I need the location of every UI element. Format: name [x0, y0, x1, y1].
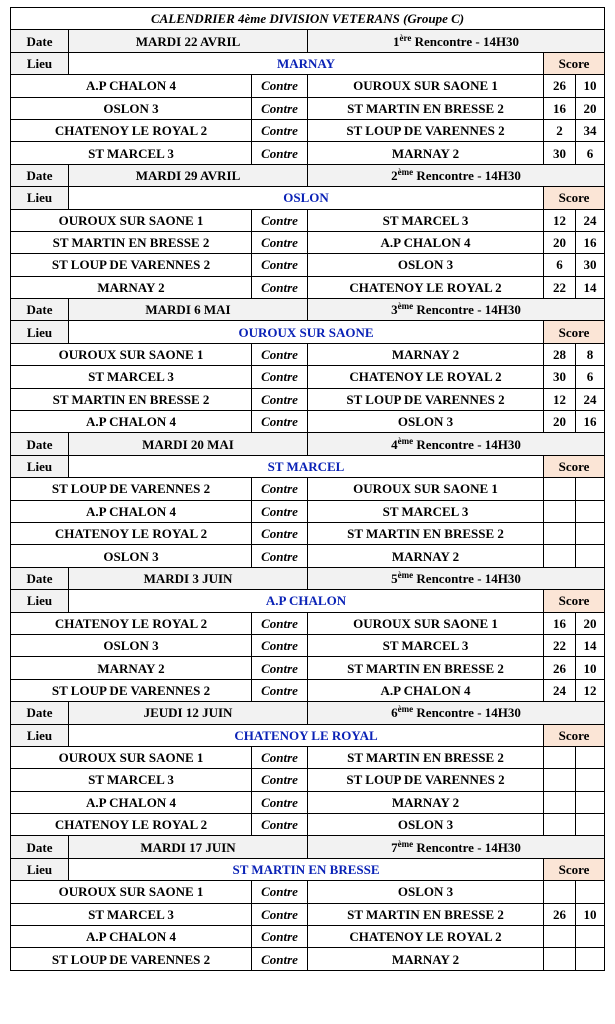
- home-score: 6: [544, 254, 576, 276]
- away-score: [576, 881, 605, 903]
- contre-label: Contre: [252, 903, 308, 925]
- round-date: MARDI 3 JUIN: [69, 567, 308, 589]
- round-number-suffix: ème: [397, 166, 414, 177]
- date-row: [11, 836, 605, 858]
- contre-label: Contre: [252, 276, 308, 298]
- date-row: [11, 299, 605, 321]
- date-label: Date: [11, 30, 69, 52]
- home-team: OSLON 3: [11, 634, 252, 656]
- away-team: A.P CHALON 4: [308, 679, 544, 701]
- away-score: 10: [576, 657, 605, 679]
- date-row: [11, 433, 605, 455]
- home-score: [544, 746, 576, 768]
- date-row: [11, 164, 605, 186]
- home-team: OUROUX SUR SAONE 1: [11, 343, 252, 365]
- away-score: [576, 791, 605, 813]
- round-number-suffix: ème: [397, 435, 414, 446]
- home-score: 22: [544, 634, 576, 656]
- score-header: Score: [544, 321, 605, 343]
- contre-label: Contre: [252, 545, 308, 567]
- away-score: [576, 746, 605, 768]
- round-number: 1: [393, 33, 400, 49]
- score-header: Score: [544, 455, 605, 477]
- home-team: A.P CHALON 4: [11, 926, 252, 948]
- score-header: Score: [544, 724, 605, 746]
- away-score: 6: [576, 366, 605, 388]
- lieu-label: Lieu: [11, 52, 69, 74]
- away-team: MARNAY 2: [308, 948, 544, 970]
- match-row: [11, 903, 605, 925]
- round-number: 5: [391, 570, 398, 586]
- away-score: [576, 478, 605, 500]
- home-team: ST MARCEL 3: [11, 769, 252, 791]
- contre-label: Contre: [252, 948, 308, 970]
- away-team: ST MARTIN EN BRESSE 2: [308, 746, 544, 768]
- contre-label: Contre: [252, 926, 308, 948]
- contre-label: Contre: [252, 612, 308, 634]
- date-label: Date: [11, 702, 69, 724]
- away-score: [576, 500, 605, 522]
- venue-row: [11, 724, 605, 746]
- home-team: CHATENOY LE ROYAL 2: [11, 119, 252, 141]
- venue-name: ST MARCEL: [69, 455, 544, 477]
- match-row: [11, 926, 605, 948]
- away-score: [576, 948, 605, 970]
- away-team: CHATENOY LE ROYAL 2: [308, 926, 544, 948]
- away-score: 6: [576, 142, 605, 164]
- calendar-sheet: [10, 7, 604, 971]
- match-row: [11, 881, 605, 903]
- away-team: OSLON 3: [308, 254, 544, 276]
- match-row: [11, 500, 605, 522]
- away-score: 8: [576, 343, 605, 365]
- away-score: 20: [576, 97, 605, 119]
- date-row: [11, 30, 605, 52]
- away-score: 14: [576, 276, 605, 298]
- away-team: ST MARCEL 3: [308, 209, 544, 231]
- home-team: ST MARTIN EN BRESSE 2: [11, 388, 252, 410]
- contre-label: Contre: [252, 97, 308, 119]
- home-score: 16: [544, 97, 576, 119]
- home-team: ST MARCEL 3: [11, 142, 252, 164]
- match-row: [11, 679, 605, 701]
- home-team: OUROUX SUR SAONE 1: [11, 881, 252, 903]
- home-team: ST LOUP DE VARENNES 2: [11, 478, 252, 500]
- contre-label: Contre: [252, 881, 308, 903]
- match-row: [11, 388, 605, 410]
- match-row: [11, 411, 605, 433]
- lieu-label: Lieu: [11, 187, 69, 209]
- contre-label: Contre: [252, 388, 308, 410]
- away-score: 20: [576, 612, 605, 634]
- round-number-suffix: ème: [397, 704, 414, 715]
- round-number: 7: [391, 839, 398, 855]
- contre-label: Contre: [252, 657, 308, 679]
- away-team: ST MARTIN EN BRESSE 2: [308, 903, 544, 925]
- away-team: ST LOUP DE VARENNES 2: [308, 769, 544, 791]
- score-header: Score: [544, 187, 605, 209]
- venue-row: [11, 187, 605, 209]
- away-team: MARNAY 2: [308, 545, 544, 567]
- home-score: 26: [544, 657, 576, 679]
- home-team: ST MARCEL 3: [11, 366, 252, 388]
- lieu-label: Lieu: [11, 455, 69, 477]
- rencontre-text: Rencontre - 14H30: [416, 839, 521, 855]
- home-score: [544, 948, 576, 970]
- lieu-label: Lieu: [11, 858, 69, 880]
- round-number: 4: [391, 436, 398, 452]
- away-team: ST MARCEL 3: [308, 634, 544, 656]
- round-date: MARDI 22 AVRIL: [69, 30, 308, 52]
- away-team: OSLON 3: [308, 881, 544, 903]
- home-team: A.P CHALON 4: [11, 411, 252, 433]
- round-rencontre: [308, 567, 605, 589]
- home-team: OSLON 3: [11, 97, 252, 119]
- match-row: [11, 276, 605, 298]
- home-score: 16: [544, 612, 576, 634]
- round-date: JEUDI 12 JUIN: [69, 702, 308, 724]
- lieu-label: Lieu: [11, 590, 69, 612]
- home-score: 12: [544, 209, 576, 231]
- home-team: MARNAY 2: [11, 657, 252, 679]
- score-header: Score: [544, 52, 605, 74]
- match-row: [11, 366, 605, 388]
- match-row: [11, 657, 605, 679]
- round-number-suffix: ème: [397, 301, 414, 312]
- home-score: 30: [544, 366, 576, 388]
- venue-row: [11, 455, 605, 477]
- home-score: 12: [544, 388, 576, 410]
- score-header: Score: [544, 858, 605, 880]
- calendar-table: [10, 7, 605, 971]
- away-score: 34: [576, 119, 605, 141]
- round-rencontre: [308, 30, 605, 52]
- contre-label: Contre: [252, 119, 308, 141]
- round-rencontre: [308, 702, 605, 724]
- round-date: MARDI 20 MAI: [69, 433, 308, 455]
- away-team: ST MARCEL 3: [308, 500, 544, 522]
- rencontre-text: Rencontre - 14H30: [416, 570, 521, 586]
- away-team: MARNAY 2: [308, 343, 544, 365]
- match-row: [11, 814, 605, 836]
- contre-label: Contre: [252, 209, 308, 231]
- round-date: MARDI 29 AVRIL: [69, 164, 308, 186]
- home-score: 2: [544, 119, 576, 141]
- round-number: 6: [391, 705, 398, 721]
- rencontre-text: Rencontre - 14H30: [416, 167, 521, 183]
- away-team: OSLON 3: [308, 814, 544, 836]
- home-team: MARNAY 2: [11, 276, 252, 298]
- home-score: [544, 814, 576, 836]
- match-row: [11, 545, 605, 567]
- round-rencontre: [308, 433, 605, 455]
- away-score: 10: [576, 903, 605, 925]
- home-score: [544, 926, 576, 948]
- date-row: [11, 702, 605, 724]
- date-label: Date: [11, 836, 69, 858]
- contre-label: Contre: [252, 231, 308, 253]
- match-row: [11, 948, 605, 970]
- away-score: 12: [576, 679, 605, 701]
- contre-label: Contre: [252, 254, 308, 276]
- away-score: 16: [576, 231, 605, 253]
- match-row: [11, 769, 605, 791]
- away-team: CHATENOY LE ROYAL 2: [308, 276, 544, 298]
- away-score: 10: [576, 75, 605, 97]
- home-team: A.P CHALON 4: [11, 75, 252, 97]
- match-row: [11, 634, 605, 656]
- round-rencontre: [308, 299, 605, 321]
- away-score: 14: [576, 634, 605, 656]
- home-team: CHATENOY LE ROYAL 2: [11, 522, 252, 544]
- contre-label: Contre: [252, 75, 308, 97]
- home-score: 20: [544, 231, 576, 253]
- date-label: Date: [11, 567, 69, 589]
- contre-label: Contre: [252, 769, 308, 791]
- away-team: ST MARTIN EN BRESSE 2: [308, 522, 544, 544]
- venue-row: [11, 52, 605, 74]
- round-rencontre: [308, 164, 605, 186]
- away-score: 24: [576, 388, 605, 410]
- home-score: 30: [544, 142, 576, 164]
- away-team: OUROUX SUR SAONE 1: [308, 75, 544, 97]
- match-row: [11, 791, 605, 813]
- round-number-suffix: ème: [397, 569, 414, 580]
- home-score: 28: [544, 343, 576, 365]
- round-date: MARDI 17 JUIN: [69, 836, 308, 858]
- round-number-suffix: ère: [399, 32, 412, 43]
- away-team: ST MARTIN EN BRESSE 2: [308, 97, 544, 119]
- contre-label: Contre: [252, 679, 308, 701]
- away-team: ST LOUP DE VARENNES 2: [308, 119, 544, 141]
- calendar-body: [11, 8, 605, 971]
- venue-name: A.P CHALON: [69, 590, 544, 612]
- match-row: [11, 142, 605, 164]
- away-team: ST LOUP DE VARENNES 2: [308, 388, 544, 410]
- home-score: [544, 769, 576, 791]
- date-label: Date: [11, 164, 69, 186]
- date-label: Date: [11, 299, 69, 321]
- venue-name: ST MARTIN EN BRESSE: [69, 858, 544, 880]
- away-score: [576, 545, 605, 567]
- home-score: [544, 791, 576, 813]
- away-score: [576, 522, 605, 544]
- home-score: 20: [544, 411, 576, 433]
- round-rencontre: [308, 836, 605, 858]
- venue-row: [11, 590, 605, 612]
- match-row: [11, 209, 605, 231]
- lieu-label: Lieu: [11, 321, 69, 343]
- home-team: A.P CHALON 4: [11, 500, 252, 522]
- away-score: [576, 926, 605, 948]
- contre-label: Contre: [252, 142, 308, 164]
- home-team: ST LOUP DE VARENNES 2: [11, 254, 252, 276]
- score-header: Score: [544, 590, 605, 612]
- contre-label: Contre: [252, 791, 308, 813]
- away-score: 16: [576, 411, 605, 433]
- home-score: [544, 478, 576, 500]
- match-row: [11, 343, 605, 365]
- date-label: Date: [11, 433, 69, 455]
- home-team: OSLON 3: [11, 545, 252, 567]
- round-number: 3: [391, 302, 398, 318]
- away-team: MARNAY 2: [308, 791, 544, 813]
- away-team: MARNAY 2: [308, 142, 544, 164]
- contre-label: Contre: [252, 634, 308, 656]
- home-team: CHATENOY LE ROYAL 2: [11, 814, 252, 836]
- away-team: OSLON 3: [308, 411, 544, 433]
- page-title: CALENDRIER 4ème DIVISION VETERANS (Groupe C): [11, 8, 605, 30]
- contre-label: Contre: [252, 522, 308, 544]
- match-row: [11, 254, 605, 276]
- home-team: CHATENOY LE ROYAL 2: [11, 612, 252, 634]
- contre-label: Contre: [252, 478, 308, 500]
- match-row: [11, 612, 605, 634]
- venue-row: [11, 858, 605, 880]
- home-score: [544, 545, 576, 567]
- rencontre-text: Rencontre - 14H30: [416, 436, 521, 452]
- contre-label: Contre: [252, 366, 308, 388]
- date-row: [11, 567, 605, 589]
- away-score: [576, 814, 605, 836]
- away-team: CHATENOY LE ROYAL 2: [308, 366, 544, 388]
- away-team: OUROUX SUR SAONE 1: [308, 612, 544, 634]
- home-team: A.P CHALON 4: [11, 791, 252, 813]
- rencontre-text: Rencontre - 14H30: [414, 33, 520, 49]
- home-score: [544, 881, 576, 903]
- home-score: [544, 522, 576, 544]
- home-team: ST LOUP DE VARENNES 2: [11, 948, 252, 970]
- venue-name: CHATENOY LE ROYAL: [69, 724, 544, 746]
- home-score: [544, 500, 576, 522]
- match-row: [11, 231, 605, 253]
- venue-name: OSLON: [69, 187, 544, 209]
- away-team: A.P CHALON 4: [308, 231, 544, 253]
- home-team: OUROUX SUR SAONE 1: [11, 209, 252, 231]
- home-team: ST MARCEL 3: [11, 903, 252, 925]
- venue-name: OUROUX SUR SAONE: [69, 321, 544, 343]
- round-number-suffix: ème: [397, 838, 414, 849]
- contre-label: Contre: [252, 411, 308, 433]
- rencontre-text: Rencontre - 14H30: [416, 705, 521, 721]
- lieu-label: Lieu: [11, 724, 69, 746]
- home-score: 22: [544, 276, 576, 298]
- match-row: [11, 478, 605, 500]
- home-team: OUROUX SUR SAONE 1: [11, 746, 252, 768]
- title-row: [11, 8, 605, 30]
- match-row: [11, 119, 605, 141]
- home-score: 26: [544, 903, 576, 925]
- away-team: ST MARTIN EN BRESSE 2: [308, 657, 544, 679]
- away-score: [576, 769, 605, 791]
- round-date: MARDI 6 MAI: [69, 299, 308, 321]
- match-row: [11, 97, 605, 119]
- venue-name: MARNAY: [69, 52, 544, 74]
- rencontre-text: Rencontre - 14H30: [416, 302, 521, 318]
- match-row: [11, 522, 605, 544]
- contre-label: Contre: [252, 814, 308, 836]
- home-score: 26: [544, 75, 576, 97]
- away-team: OUROUX SUR SAONE 1: [308, 478, 544, 500]
- home-score: 24: [544, 679, 576, 701]
- venue-row: [11, 321, 605, 343]
- match-row: [11, 75, 605, 97]
- match-row: [11, 746, 605, 768]
- away-score: 24: [576, 209, 605, 231]
- home-team: ST MARTIN EN BRESSE 2: [11, 231, 252, 253]
- home-team: ST LOUP DE VARENNES 2: [11, 679, 252, 701]
- contre-label: Contre: [252, 500, 308, 522]
- contre-label: Contre: [252, 343, 308, 365]
- contre-label: Contre: [252, 746, 308, 768]
- round-number: 2: [391, 167, 398, 183]
- away-score: 30: [576, 254, 605, 276]
